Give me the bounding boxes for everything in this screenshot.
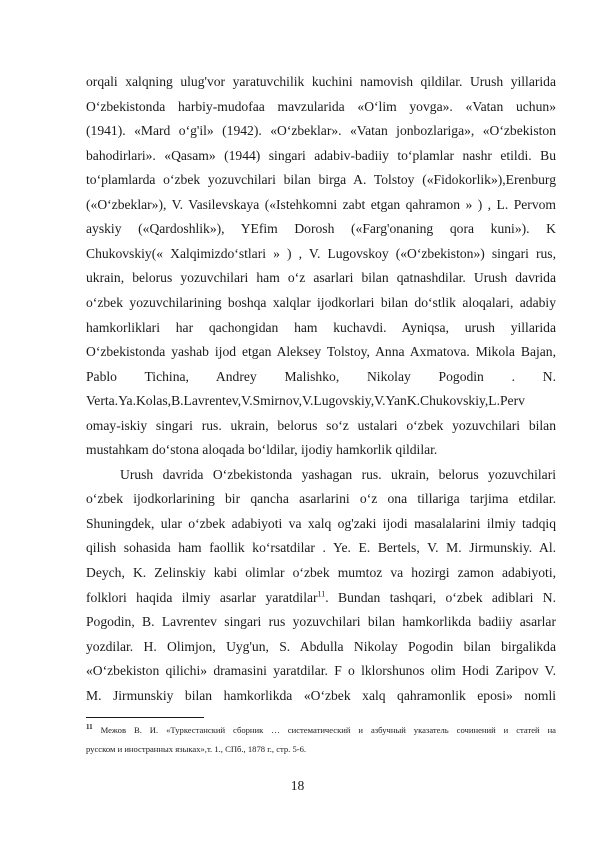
text-line: yozdilar. H. Olimjon, Uyg'un, S. Abdulla Nikolay Pogodin bilan birgalikda: [86, 638, 556, 654]
text-line-with-footnote: [86, 586, 556, 611]
footnote-line: [86, 740, 556, 759]
text-line: mustahkam do‘stona aloqada bo‘ldilar, ijodiy hamkorlik qildilar.: [86, 442, 438, 458]
text-line: O‘zbekistonda yashab ijod etgan Aleksey Tolstoy, Anna Axmatova. Mikola Bajan,: [86, 344, 556, 360]
text-line: «O‘zbekiston qilichi» dramasini yaratdilar. F o lklorshunos olim Hodi Zaripov V.: [86, 663, 556, 679]
text-line: hamkorliklari har qachongidan ham kuchavdi. Ayniqsa, urush yillarida: [86, 319, 556, 335]
text-line: Shuningdek, ular o‘zbek adabiyoti va xalq og'zaki ijodi masalalarini ilmiy tadqiq: [86, 515, 556, 531]
text-line: to‘plamlarda o‘zbek yozuvchilari bilan birga A. Tolstoy («Fidokorlik»),Erenburg: [86, 172, 556, 188]
text-line: Pablo Tichina, Andrey Malishko, Nikolay Pogodin . N.: [86, 368, 556, 384]
text-line: o‘zbek ijodkorlarining bir qancha asarlarini o‘z ona tillariga tarjima etdilar.: [86, 491, 556, 507]
text-line: Chukovskiy(« Xalqimizdo‘stlari » ) , V. Lugovskoy («O‘zbekiston») singari rus,: [86, 245, 556, 261]
text-line: omay-iskiy singari rus. ukrain, belorus so‘z ustalari o‘zbek yozuvchilari bilan: [86, 417, 556, 433]
footnote-separator: [86, 717, 204, 718]
text-line: bahodirlari». «Qasam» (1944) singari adabiv-badiiy to‘plamlar nashr etildi. Bu: [86, 147, 556, 163]
footnote-text: русском и иностранных языках»,т. 1., СПб., 1878 г., стр. 5-6.: [86, 744, 307, 754]
text-line: Deych, K. Zelinskiy kabi olimlar o‘zbek mumtoz va hozirgi zamon adabiyoti,: [86, 565, 556, 580]
footnote-number: 11: [86, 723, 93, 732]
text-line: («O‘zbeklar»), V. Vasilevskaya («Istehkomni zabt etgan qahramon » ) , L. Pervom: [86, 196, 556, 212]
text-segment: . Bundan tashqari, o‘zbek adiblari N.: [325, 589, 556, 605]
text-line: O‘zbekistonda harbiy-mudofaa mavzularida «O‘lim yovga». «Vatan uchun»: [86, 98, 556, 114]
text-line: M. Jirmunskiy bilan hamkorlikda «O‘zbek xalq qahramonlik eposi» nomli: [86, 687, 556, 703]
text-line: ayskiy («Qardoshlik»), YEfim Dorosh («Farg'onaning qora kuni»). K: [86, 221, 556, 237]
text-segment: folklori haqida ilmiy asarlar yaratdilar: [86, 589, 318, 605]
footnote-text: Межов В. И. «Туркестанский сборник … систематический и азбучный указатель сочинений и статей на: [92, 725, 556, 735]
text-line: ukrain, belorus yozuvchilari ham o‘z asarlari bilan qatnashdilar. Urush davrida: [86, 270, 556, 286]
page-number: 18: [290, 778, 305, 793]
text-line: qilish sohasida ham faollik ko‘rsatdilar . Ye. E. Bertels, V. M. Jirmunskiy. Al.: [86, 540, 556, 556]
text-line: (1941). «Mard o‘g'il» (1942). «O‘zbeklar». «Vatan jonbozlariga», «O‘zbekiston: [86, 123, 556, 139]
text-line: orqali xalqning ulug'vor yaratuvchilik kuchini namovish qildilar. Urush yillarida: [86, 74, 556, 89]
text-line: Verta.Ya.Kolas,B.Lavrentev,V.Smirnov,V.Lugovskiy,V.YanK.Chukovskiy,L.Perv: [86, 393, 525, 409]
text-line: Urush davrida O‘zbekistonda yashagan rus. ukrain, belorus yozuvchilari: [120, 466, 556, 482]
text-line: [86, 684, 556, 709]
footnote-line: [86, 721, 556, 740]
text-line: Pogodin, B. Lavrentev singari rus yozuvchilari bilan hamkorlikda badiiy asarlar: [86, 614, 556, 630]
footnote-reference[interactable]: 11: [317, 589, 326, 599]
text-line: o‘zbek yozuvchilarining boshqa xalqlar ijodkorlari bilan do‘stlik aloqalari, adabiy: [86, 294, 556, 310]
